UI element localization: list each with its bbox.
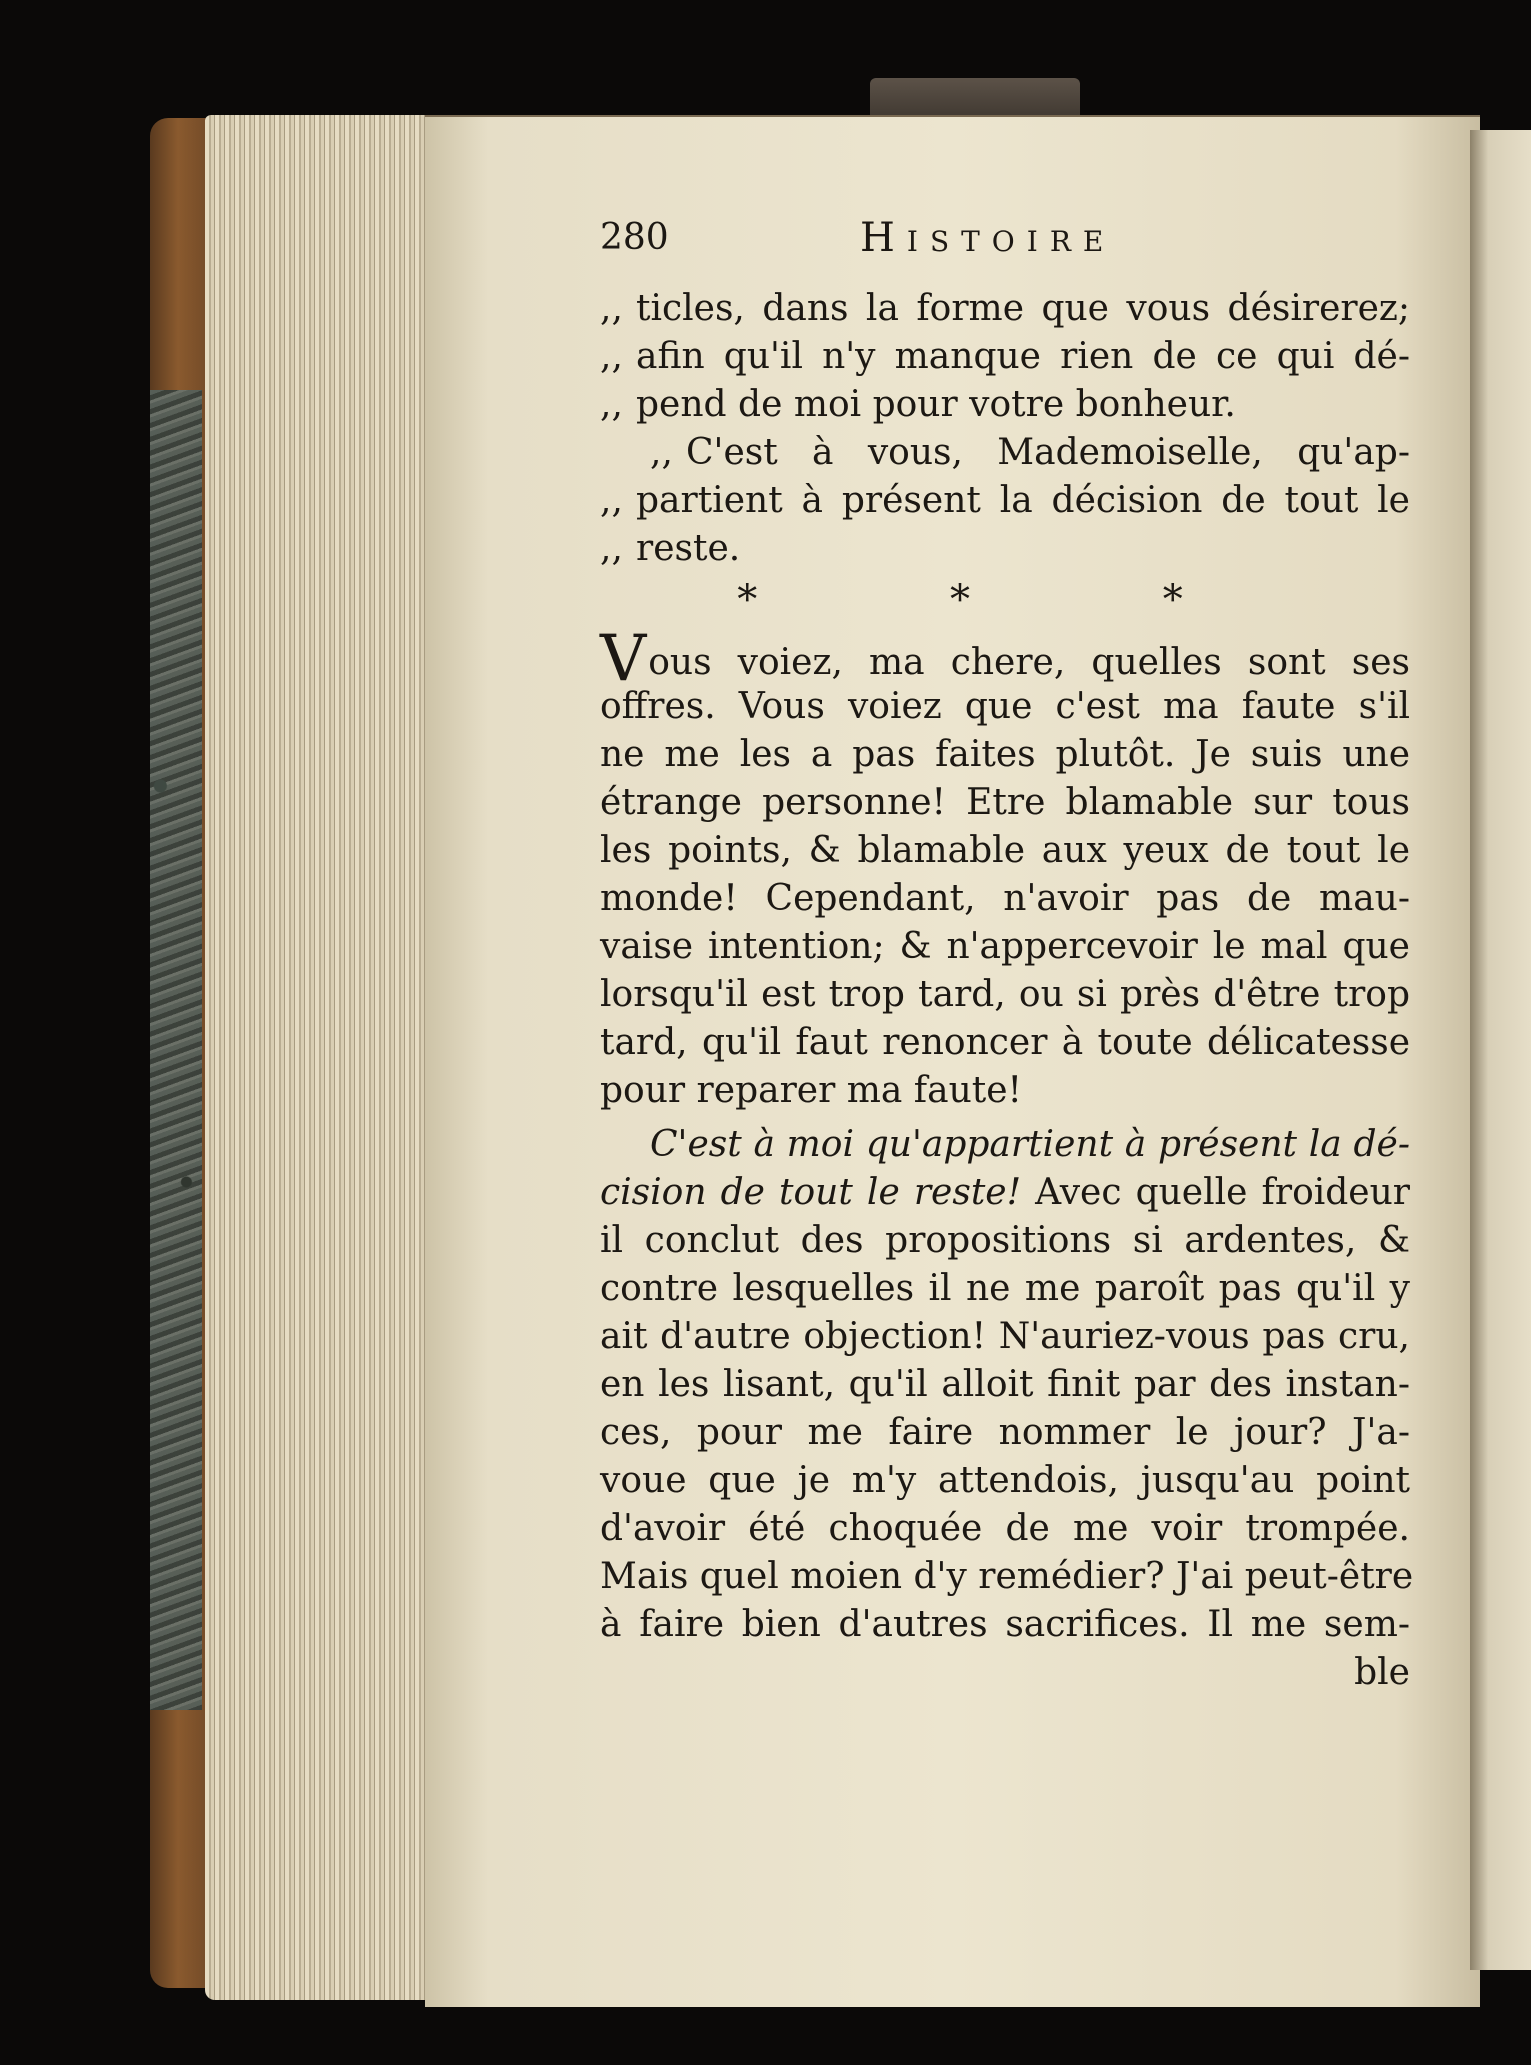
text-line: il conclut des propositions si ardentes, &	[600, 1220, 1410, 1261]
running-title: Histoire	[860, 215, 1116, 261]
text-line: ,, ticles, dans la forme que vous désirerez;	[600, 288, 1410, 329]
text-line: ces, pour me faire nommer le jour? J'a-	[600, 1412, 1410, 1453]
text-line: cision de tout le reste! Avec quelle froideur	[600, 1172, 1410, 1213]
text-line: en les lisant, qu'il alloit finit par des instan-	[600, 1364, 1410, 1405]
page-header	[600, 215, 1410, 265]
marbled-board	[150, 390, 202, 1710]
text-line: ,, reste.	[600, 528, 741, 569]
text-line: les points, & blamable aux yeux de tout le	[600, 830, 1410, 871]
facing-page-edge	[1470, 130, 1531, 1970]
text-line: tard, qu'il faut renoncer à toute délicatesse	[600, 1022, 1410, 1063]
text-line: à faire bien d'autres sacrifices. Il me sem-	[600, 1604, 1410, 1645]
text-line: offres. Vous voiez que c'est ma faute s'il	[600, 686, 1410, 727]
text-line: étrange personne! Etre blamable sur tous	[600, 782, 1410, 823]
text-line: vaise intention; & n'appercevoir le mal que	[600, 926, 1410, 967]
text-line: ,, C'est à vous, Mademoiselle, qu'ap-	[650, 432, 1410, 473]
section-separator: * * *	[737, 577, 1273, 623]
drop-cap: V	[600, 622, 647, 696]
text-line: d'avoir été choquée de me voir trompée.	[600, 1508, 1410, 1549]
text-line: ait d'autre objection! N'auriez-vous pas cru,	[600, 1316, 1410, 1357]
text-line-italic: C'est à moi qu'appartient à présent la dé-	[650, 1124, 1410, 1165]
catchword: ble	[1354, 1652, 1410, 1693]
text-line: ,, partient à présent la décision de tout le	[600, 480, 1410, 521]
text-line: contre lesquelles il ne me paroît pas qu'il y	[600, 1268, 1410, 1309]
text-line: ,, afin qu'il n'y manque rien de ce qui dé-	[600, 336, 1410, 377]
text-line: Vous voiez, ma chere, quelles sont ses	[600, 622, 1410, 696]
text-line: voue que je m'y attendois, jusqu'au point	[600, 1460, 1410, 1501]
text-line: Mais quel moien d'y remédier? J'ai peut-être	[600, 1556, 1414, 1597]
page-edges	[205, 115, 430, 2000]
text-line: monde! Cependant, n'avoir pas de mau-	[600, 878, 1410, 919]
text-line: pour reparer ma faute!	[600, 1070, 1022, 1111]
text-line: lorsqu'il est trop tard, ou si près d'être trop	[600, 974, 1410, 1015]
text-line: ne me les a pas faites plutôt. Je suis une	[600, 734, 1410, 775]
text-line: ,, pend de moi pour votre bonheur.	[600, 384, 1236, 425]
page-number: 280	[600, 217, 669, 258]
